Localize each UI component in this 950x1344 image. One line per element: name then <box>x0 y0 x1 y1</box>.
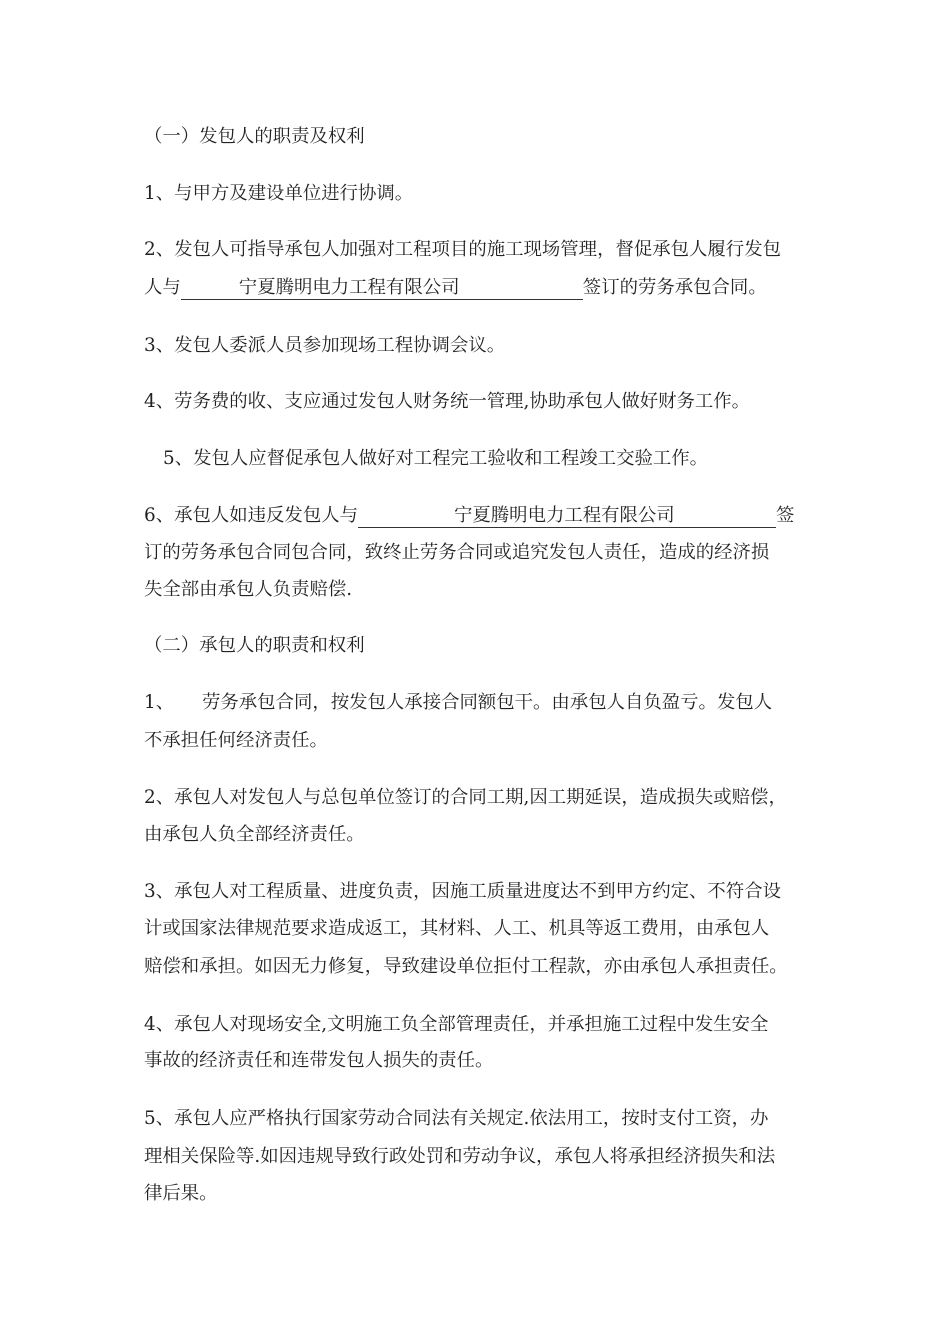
s1-item-1: 1、与甲方及建设单位进行协调。 <box>144 183 414 204</box>
s1-item-2-prefix: 人与 <box>144 277 181 298</box>
company-name-1: 宁夏腾明电力工程有限公司 <box>238 277 460 298</box>
s1-item-6-line-1 <box>144 504 794 528</box>
s2-item-1-line-1 <box>144 691 772 715</box>
s1-item-2-suffix: 签订的劳务承包合同。 <box>582 277 767 298</box>
s2-item-5-line-3: 律后果。 <box>144 1183 218 1204</box>
s1-item-3: 3、发包人委派人员参加现场工程协调会议。 <box>144 335 506 356</box>
s2-item-4-line-1: 4、承包人对现场安全,文明施工负全部管理责任，并承担施工过程中发生安全 <box>144 1014 769 1035</box>
section-heading-2: （二）承包人的职责和权利 <box>144 635 365 656</box>
s2-item-3-line-3: 赔偿和承担。如因无力修复，导致建设单位拒付工程款，亦由承包人承担责任。 <box>144 956 788 977</box>
s2-item-3-line-2: 计或国家法律规范要求造成返工，其材料、人工、机具等返工费用，由承包人 <box>144 918 770 939</box>
s2-item-4-line-2: 事故的经济责任和连带发包人损失的责任。 <box>144 1050 494 1071</box>
s2-item-1-text: 劳务承包合同，按发包人承接合同额包干。由承包人自负盈亏。发包人 <box>202 692 773 713</box>
s2-item-5-line-1: 5、承包人应严格执行国家劳动合同法有关规定.依法用工，按时支付工资，办 <box>144 1108 769 1129</box>
s1-item-6-prefix: 6、承包人如违反发包人与 <box>144 505 358 526</box>
s1-item-2-line-1: 2、发包人可指导承包人加强对工程项目的施工现场管理，督促承包人履行发包 <box>144 239 781 260</box>
company-name-2: 宁夏腾明电力工程有限公司 <box>454 505 675 526</box>
s2-item-1-line-2: 不承担任何经济责任。 <box>144 730 328 751</box>
s1-item-6-line-2: 订的劳务承包合同包合同，致终止劳务合同或追究发包人责任，造成的经济损 <box>144 542 770 563</box>
company-underline-field-1 <box>181 277 583 300</box>
s2-item-1-number: 1、 <box>144 692 175 713</box>
s2-item-2-line-2: 由承包人负全部经济责任。 <box>144 824 365 845</box>
company-underline-field-2 <box>358 505 776 528</box>
s1-item-4: 4、劳务费的收、支应通过发包人财务统一管理,协助承包人做好财务工作。 <box>144 391 751 412</box>
s1-item-5: 5、发包人应督促承包人做好对工程完工验收和工程竣工交验工作。 <box>163 448 709 469</box>
s2-item-2-line-1: 2、承包人对发包人与总包单位签订的合同工期,因工期延误，造成损失或赔偿， <box>144 787 787 808</box>
s1-item-6-suffix: 签 <box>776 505 795 526</box>
s1-item-6-line-3: 失全部由承包人负责赔偿. <box>144 579 353 600</box>
s1-item-2-line-2 <box>144 276 767 300</box>
s2-item-5-line-2: 理相关保险等.如因违规导致行政处罚和劳动争议，承包人将承担经济损失和法 <box>144 1146 776 1167</box>
section-heading-1: （一）发包人的职责及权利 <box>144 126 365 147</box>
s2-item-3-line-1: 3、承包人对工程质量、进度负责，因施工质量进度达不到甲方约定、不符合设 <box>144 881 781 902</box>
